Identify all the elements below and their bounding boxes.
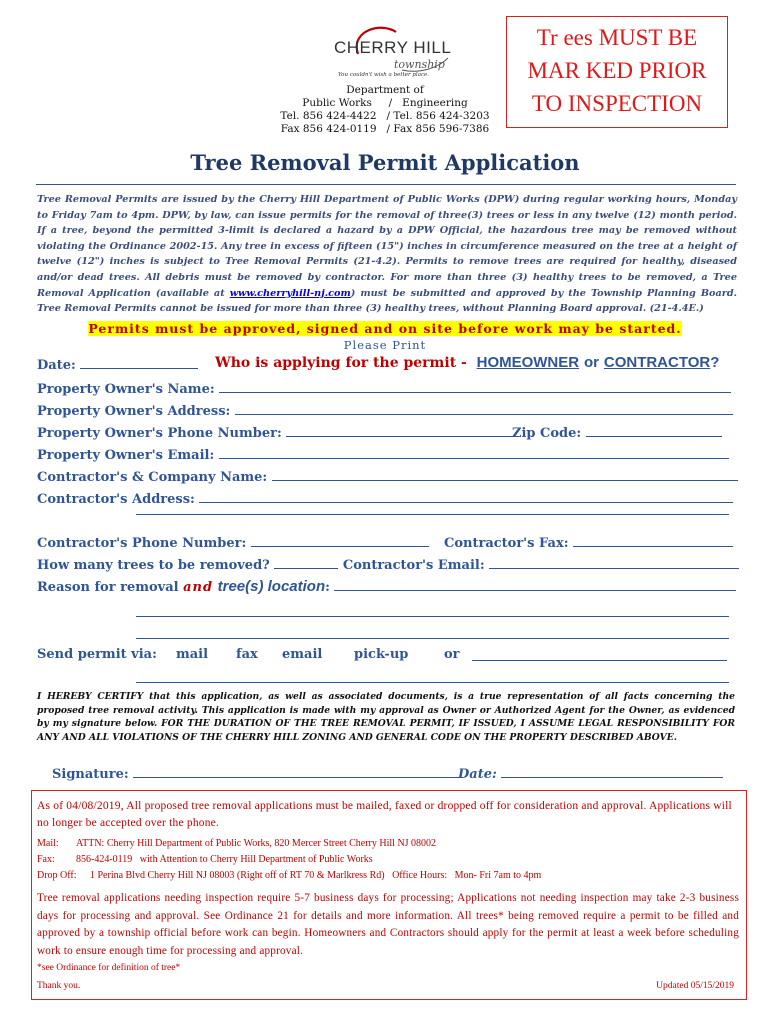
owner-name-label: Property Owner's Name: xyxy=(37,382,215,397)
intro-paragraph xyxy=(37,192,737,317)
mail-label: Mail: xyxy=(37,838,59,849)
intro-text-a: Tree Removal Permits are issued by the Cherry Hill Department of Public Works (DPW) during regular working hours, Monday to Friday 7am to 4pm. DPW, by law, can issue permits for the removal of three(3) trees or less in any twelve (12) month period. If a tree, beyond the permitted 3-limit is declared a hazard by a DPW Official, the hazardous tree may be removed without violating the Ordinance 2002-15. Any tree in excess of fifteen (15") inches in circumference measured on the tree at a height of twelve (12") inches is subject to Tree Removal Permits (21-4.2). Permits to remove trees are required for healthy, diseased and/or dead trees. All debris must be removed by contractor. For more than three (3) healthy trees to be removed, a Tree Removal Application (available at xyxy=(37,194,737,299)
send-option-mail[interactable]: mail xyxy=(176,647,209,662)
who-applying-label: Who is applying for the permit xyxy=(215,355,457,371)
signature-label: Signature: xyxy=(52,767,129,782)
submission-notice-box xyxy=(31,790,747,1000)
owner-email-field[interactable] xyxy=(219,446,729,459)
zip-label: Zip Code: xyxy=(512,426,582,441)
contractor-phone-row xyxy=(37,534,429,551)
fax-label: Fax: xyxy=(37,854,55,865)
contractor-option[interactable]: CONTRACTOR xyxy=(603,354,711,371)
tree-count-field[interactable] xyxy=(274,556,338,569)
dash-text: - xyxy=(456,355,472,371)
date-label: Date: xyxy=(37,358,76,373)
please-print: Please Print xyxy=(343,338,427,352)
signature-date-row xyxy=(458,765,723,782)
drop-off-address: 1 Perina Blvd Cherry Hill NJ 08003 (Right off of RT 70 & Marlkress Rd) Office Hours: Mon- Fri 7am to 4pm xyxy=(90,870,542,881)
company-name-row xyxy=(37,468,738,485)
dept-title: Department of xyxy=(346,84,424,96)
signature-date-field[interactable] xyxy=(501,765,723,778)
reason-colon: : xyxy=(325,580,330,595)
inspection-warning-box xyxy=(506,16,728,128)
date-field[interactable] xyxy=(80,356,198,369)
contractor-address-line-2[interactable] xyxy=(136,514,729,515)
company-name-label: Contractor's & Company Name: xyxy=(37,470,268,485)
page-title: Tree Removal Permit Application xyxy=(190,150,580,175)
owner-email-row xyxy=(37,446,729,463)
send-other-field[interactable] xyxy=(472,660,727,661)
approval-text: Permits must be approved, signed and on site before work may be started. xyxy=(88,321,682,336)
send-option-email[interactable]: email xyxy=(282,647,323,662)
contractor-email-field[interactable] xyxy=(489,556,739,569)
contractor-address-field[interactable] xyxy=(199,490,733,503)
tree-definition-note: *see Ordinance for definition of tree* xyxy=(37,963,181,973)
reason-line-2[interactable] xyxy=(136,616,729,617)
owner-address-label: Property Owner's Address: xyxy=(37,404,231,419)
zip-row xyxy=(512,424,722,441)
tree-count-row xyxy=(37,556,739,573)
applicant-type-row xyxy=(215,354,719,371)
send-option-fax[interactable]: fax xyxy=(236,647,258,662)
warning-line-3: TO INSPECTION xyxy=(531,91,703,116)
logo-tagline: You couldn't wish a better place. xyxy=(338,72,430,78)
contractor-fax-row xyxy=(444,534,733,551)
company-name-field[interactable] xyxy=(272,468,738,481)
owner-address-field[interactable] xyxy=(235,402,733,415)
website-link[interactable]: www.cherryhill-nj.com xyxy=(229,287,351,299)
tree-count-label: How many trees to be removed? xyxy=(37,558,270,573)
owner-email-label: Property Owner's Email: xyxy=(37,448,215,463)
homeowner-option[interactable]: HOMEOWNER xyxy=(476,354,580,371)
cherry-hill-logo xyxy=(320,24,455,86)
send-option-or: or xyxy=(444,647,460,662)
owner-phone-row xyxy=(37,424,518,441)
reason-line-3[interactable] xyxy=(136,638,729,639)
question-mark: ? xyxy=(710,354,720,371)
date-row xyxy=(37,356,198,373)
owner-address-row xyxy=(37,402,733,419)
contractor-address-row xyxy=(37,490,733,507)
title-divider xyxy=(36,184,736,185)
notice-paragraph-2: Tree removal applications needing inspection require 5-7 business days for processing; Applications not needing inspection may take 2-3 business days for processing and approval. See Ordinance 21 for details and more information. All trees* being removed require a permit to be filled and approved by a township official before work can begin. Homeowners and Contractors should apply for the permit at least a week before scheduling work to ensure enough time for processing and approval. xyxy=(37,892,739,957)
approval-notice xyxy=(0,318,770,337)
reason-row xyxy=(37,578,736,595)
location-label: tree(s) location xyxy=(217,578,326,595)
department-info xyxy=(270,84,500,136)
warning-line-2: MAR KED PRIOR xyxy=(527,58,707,83)
zip-field[interactable] xyxy=(586,424,722,437)
logo-name: CHERRY HILL xyxy=(334,38,452,57)
fax-number: 856-424-0119 with Attention to Cherry Hill Department of Public Works xyxy=(76,854,373,865)
certification-statement: I HEREBY CERTIFY that this application, as well as associated documents, is a true representation of all facts concerning the proposed tree removal activity. This application is made with my approval as Owner or Authorized Agent for the Owner, as evidenced by my signature below. FOR THE DURATION OF THE TREE REMOVAL PERMIT, IF ISSUED, I ASSUME LEGAL RESPONSIBILITY FOR ANY AND ALL VIOLATIONS OF THE CHERRY HILL ZONING AND GENERAL CODE ON THE PROPERTY DESCRIBED ABOVE. xyxy=(37,691,735,743)
send-via-row xyxy=(37,647,157,662)
intro-text-b: ) must be submitted and approved by the Township Planning Board. Tree Removal Permits cannot be issued for more than three (3) healthy trees, without Planning Board approval. (21-4.4E.) xyxy=(37,287,737,315)
contractor-phone-label: Contractor's Phone Number: xyxy=(37,536,247,551)
signature-date-label: Date: xyxy=(458,767,497,782)
reason-label: Reason for removal xyxy=(37,580,179,595)
contractor-email-label: Contractor's Email: xyxy=(342,558,485,573)
contractor-phone-field[interactable] xyxy=(251,534,429,547)
dept-faxes: Fax 856 424-0119 / Fax 856 596-7386 xyxy=(280,123,490,135)
send-option-pickup[interactable]: pick-up xyxy=(354,647,409,662)
owner-name-row xyxy=(37,380,731,397)
reason-field[interactable] xyxy=(334,578,736,591)
contractor-fax-field[interactable] xyxy=(573,534,733,547)
mail-address: ATTN: Cherry Hill Department of Public Works, 820 Mercer Street Cherry Hill NJ 08002 xyxy=(76,838,437,849)
signature-row xyxy=(52,765,463,782)
contractor-address-label: Contractor's Address: xyxy=(37,492,195,507)
drop-off-label: Drop Off: xyxy=(37,870,77,881)
thank-you-text: Thank you. xyxy=(37,981,81,991)
owner-phone-label: Property Owner's Phone Number: xyxy=(37,426,282,441)
owner-name-field[interactable] xyxy=(219,380,731,393)
dept-phones: Tel. 856 424-4422 / Tel. 856 424-3203 xyxy=(280,110,490,122)
or-text: or xyxy=(583,354,599,371)
signature-field[interactable] xyxy=(133,765,463,778)
logo-script: township xyxy=(394,58,445,71)
send-line-2[interactable] xyxy=(136,682,729,683)
dept-divisions: Public Works / Engineering xyxy=(302,97,468,109)
notice-paragraph-1: As of 04/08/2019, All proposed tree removal applications must be mailed, faxed or dropped off for consideration and approval. Applications will no longer be accepted over the phone. xyxy=(37,800,732,829)
contractor-fax-label: Contractor's Fax: xyxy=(444,536,569,551)
updated-date: Updated 05/15/2019 xyxy=(656,981,734,991)
send-via-label: Send permit via: xyxy=(37,647,157,662)
warning-line-1: Tr ees MUST BE xyxy=(536,25,698,50)
and-text: and xyxy=(183,580,214,595)
owner-phone-field[interactable] xyxy=(286,424,518,437)
